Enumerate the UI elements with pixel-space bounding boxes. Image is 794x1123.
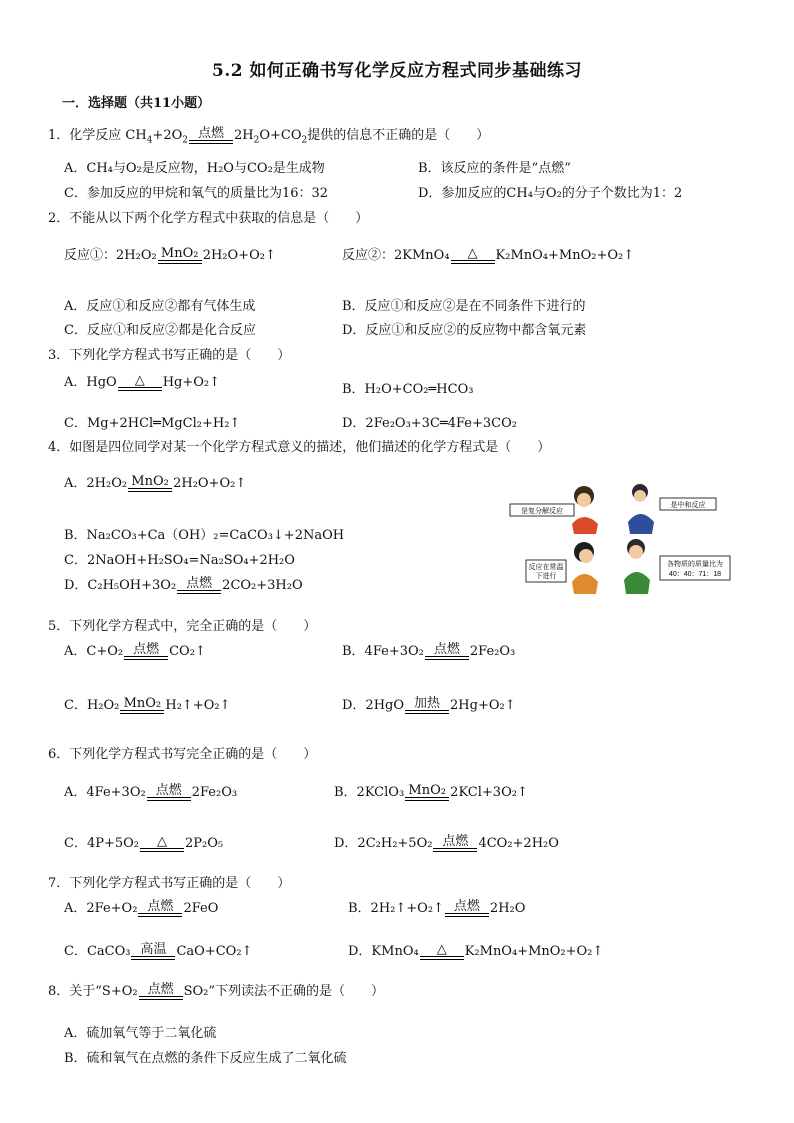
q5-option-b[interactable]: B．4Fe+3O₂ 点燃 2Fe₂O₃ bbox=[342, 642, 516, 659]
q3-option-c[interactable]: C．Mg+2HCl═MgCl₂+H₂↑ bbox=[64, 416, 241, 431]
question-8-stem: 8．关于“S+O₂ 点燃 SO₂”下列读法不正确的是（ ） bbox=[48, 982, 385, 999]
q8-option-b[interactable]: B．硫和氧气在点燃的条件下反应生成了二氧化硫 bbox=[64, 1051, 347, 1066]
student-2 bbox=[628, 484, 654, 534]
q3-option-b[interactable]: B．H₂O+CO₂═HCO₃ bbox=[342, 382, 474, 397]
q2-option-a[interactable]: A．反应①和反应②都有气体生成 bbox=[64, 299, 256, 314]
bubble-4-line1: 各物质的质量比为 bbox=[667, 561, 723, 568]
student-3 bbox=[572, 542, 598, 594]
q4-option-b[interactable]: B．Na₂CO₃+Ca（OH）₂=CaCO₃↓+2NaOH bbox=[64, 528, 345, 543]
q2-option-d[interactable]: D．反应①和反应②的反应物中都含氧元素 bbox=[342, 323, 587, 338]
q3-option-a[interactable]: A．HgO △ Hg+O₂↑ bbox=[64, 373, 221, 390]
q7-option-c[interactable]: C．CaCO₃ 高温 CaO+CO₂↑ bbox=[64, 942, 253, 959]
q1-option-c[interactable]: C．参加反应的甲烷和氧气的质量比为16：32 bbox=[64, 186, 329, 201]
students-cartoon bbox=[508, 482, 734, 600]
q7-option-d[interactable]: D．KMnO₄ △ K₂MnO₄+MnO₂+O₂↑ bbox=[348, 942, 604, 959]
student-4 bbox=[624, 539, 650, 594]
q5-option-a[interactable]: A．C+O₂ 点燃 CO₂↑ bbox=[64, 642, 206, 659]
reaction-arrow: 点燃 bbox=[189, 127, 233, 144]
q4-option-d[interactable]: D．C₂H₅OH+3O₂ 点燃 2CO₂+3H₂O bbox=[64, 576, 303, 593]
q6-option-b[interactable]: B．2KClO₃ MnO₂ 2KCl+3O₂↑ bbox=[334, 783, 528, 800]
q6-option-d[interactable]: D．2C₂H₂+5O₂ 点燃 4CO₂+2H₂O bbox=[334, 834, 559, 851]
bubble-3-line2: 下进行 bbox=[535, 573, 557, 580]
q6-option-a[interactable]: A．4Fe+3O₂ 点燃 2Fe₂O₃ bbox=[64, 783, 238, 800]
bubble-1: 是复分解反应 bbox=[521, 508, 563, 515]
question-1-stem: 1．化学反应 $CH_4+2O_2$ 点燃 $2H_2O+CO_2$提供的信息不正确的是（ ） bbox=[48, 126, 490, 146]
q7-option-b[interactable]: B．2H₂↑+O₂↑ 点燃 2H₂O bbox=[348, 899, 526, 916]
page-title: 5.2 如何正确书写化学反应方程式同步基础练习 bbox=[212, 61, 582, 81]
section-heading: 一．选择题（共11小题） bbox=[62, 96, 211, 111]
q5-option-d[interactable]: D．2HgO 加热 2Hg+O₂↑ bbox=[342, 696, 516, 713]
bubble-4-line2: 40：40：71：18 bbox=[668, 571, 722, 578]
q4-option-a[interactable]: A．2H₂O₂ MnO₂ 2H₂O+O₂↑ bbox=[64, 474, 247, 491]
question-5-stem: 5．下列化学方程式中，完全正确的是（ ） bbox=[48, 619, 317, 634]
question-3-stem: 3．下列化学方程式书写正确的是（ ） bbox=[48, 348, 291, 363]
q3-option-d[interactable]: D．2Fe₂O₃+3C═4Fe+3CO₂ bbox=[342, 416, 517, 431]
q2-option-b[interactable]: B．反应①和反应②是在不同条件下进行的 bbox=[342, 299, 586, 314]
q7-option-a[interactable]: A．2Fe+O₂ 点燃 2FeO bbox=[64, 899, 219, 916]
q2-reaction-1: 反应①：2H₂O₂ MnO₂ 2H₂O+O₂↑ bbox=[64, 246, 276, 263]
bubble-3-line1: 反应在常温 bbox=[528, 564, 564, 571]
q2-option-c[interactable]: C．反应①和反应②都是化合反应 bbox=[64, 323, 256, 338]
question-2-stem: 2．不能从以下两个化学方程式中获取的信息是（ ） bbox=[48, 211, 369, 226]
q2-reaction-2: 反应②：2KMnO₄ △ K₂MnO₄+MnO₂+O₂↑ bbox=[342, 246, 635, 263]
q8-option-a[interactable]: A．硫加氧气等于二氧化硫 bbox=[64, 1026, 217, 1041]
bubble-2: 是中和反应 bbox=[670, 502, 706, 509]
student-1 bbox=[572, 486, 598, 534]
q1-option-b[interactable]: B．该反应的条件是“点燃” bbox=[418, 161, 571, 176]
q4-option-c[interactable]: C．2NaOH+H₂SO₄=Na₂SO₄+2H₂O bbox=[64, 553, 295, 568]
q1-option-a[interactable]: A．CH₄与O₂是反应物，H₂O与CO₂是生成物 bbox=[64, 161, 325, 176]
question-6-stem: 6．下列化学方程式书写完全正确的是（ ） bbox=[48, 747, 317, 762]
question-7-stem: 7．下列化学方程式书写正确的是（ ） bbox=[48, 876, 291, 891]
q1-option-d[interactable]: D．参加反应的CH₄与O₂的分子个数比为1：2 bbox=[418, 186, 683, 201]
q5-option-c[interactable]: C．H₂O₂ MnO₂ H₂↑+O₂↑ bbox=[64, 696, 231, 713]
q6-option-c[interactable]: C．4P+5O₂ △ 2P₂O₅ bbox=[64, 834, 224, 851]
question-4-stem: 4．如图是四位同学对某一个化学方程式意义的描述，他们描述的化学方程式是（ ） bbox=[48, 440, 551, 455]
